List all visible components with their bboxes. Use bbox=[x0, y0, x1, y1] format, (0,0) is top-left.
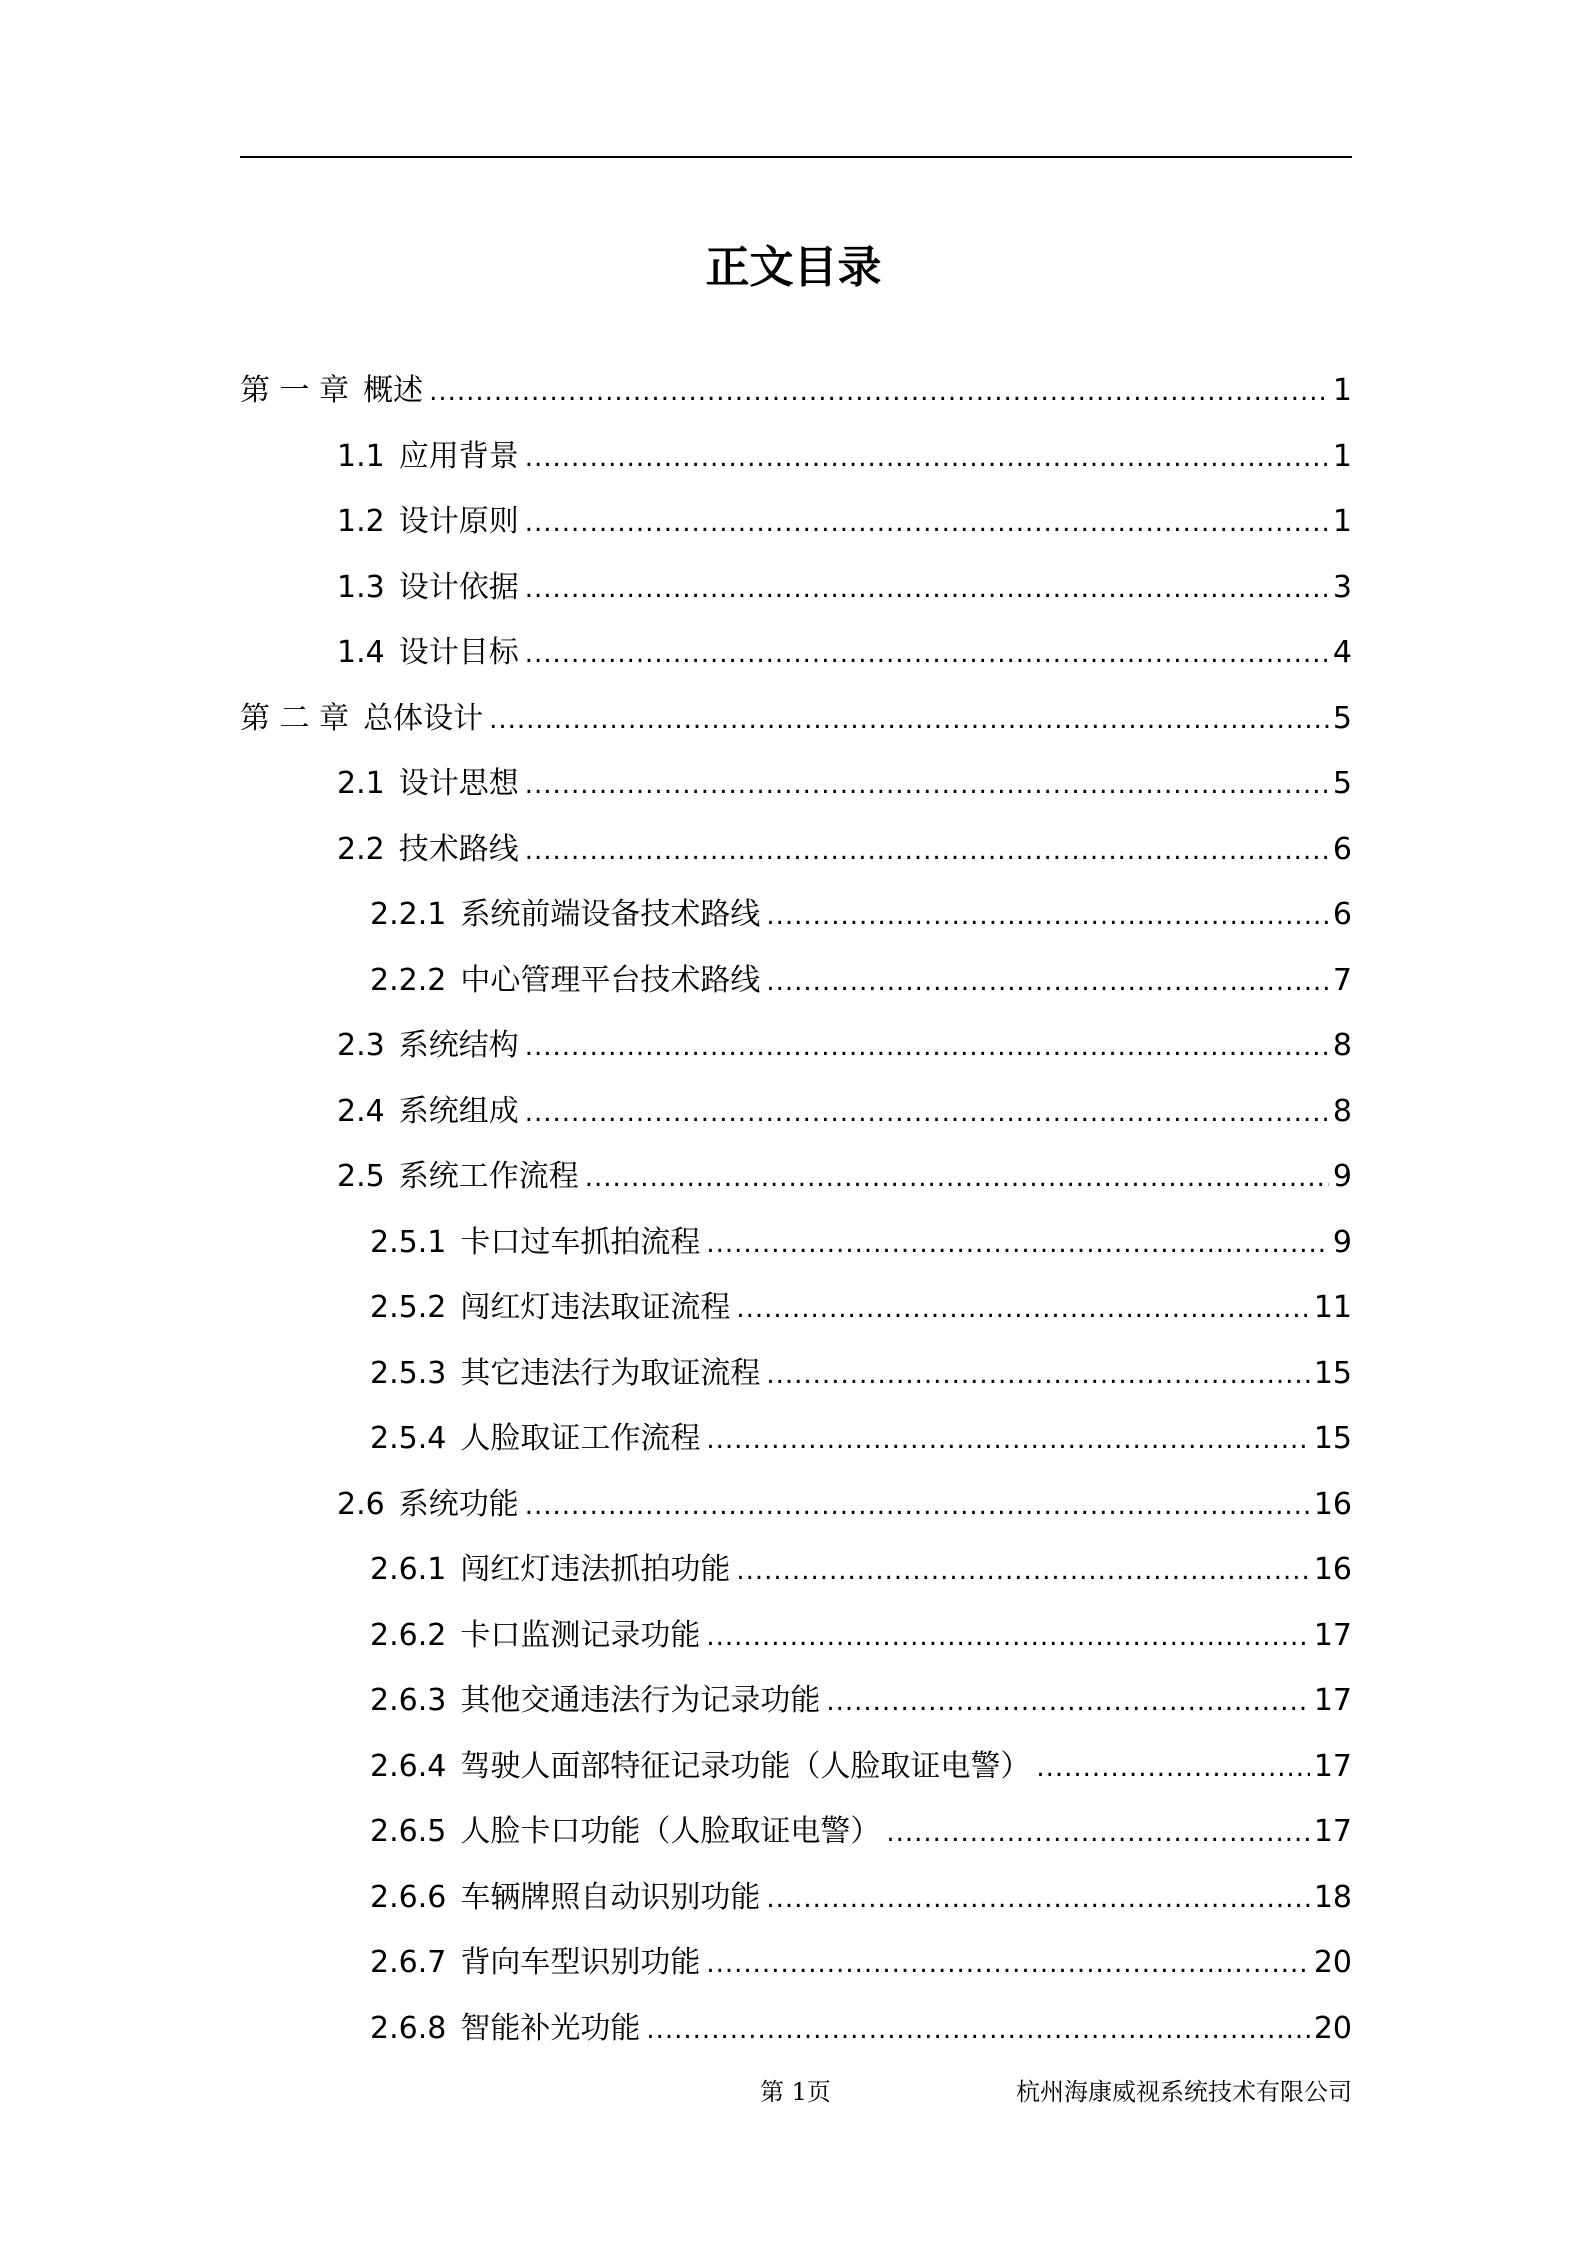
footer-page-number: 第 1页 bbox=[760, 2078, 831, 2106]
toc-dot-leader bbox=[706, 1212, 1329, 1278]
toc-entry-title: 总体设计 bbox=[363, 700, 484, 736]
toc-entry-title: 闯红灯违法抓拍功能 bbox=[460, 1552, 731, 1587]
toc-entry-page: 15 bbox=[1313, 1355, 1352, 1391]
toc-dot-leader bbox=[706, 1932, 1309, 1998]
toc-entry-title: 设计依据 bbox=[398, 569, 519, 605]
toc-dot-leader bbox=[706, 1408, 1309, 1474]
toc-entry-title: 驾驶人面部特征记录功能（人脸取证电警） bbox=[460, 1748, 1031, 1784]
toc-entry-number: 2.6.1 bbox=[370, 1552, 447, 1587]
toc-dot-leader bbox=[1036, 1736, 1309, 1802]
toc-entry-number: 2.3 bbox=[337, 1028, 385, 1063]
toc-entry-title: 设计目标 bbox=[398, 635, 519, 670]
toc-entry-number: 2.6.5 bbox=[370, 1814, 447, 1849]
toc-entry-number: 第 一 章 bbox=[240, 373, 350, 408]
toc-entry-number: 2.6.6 bbox=[370, 1879, 447, 1915]
toc-entry[interactable] bbox=[240, 882, 1352, 948]
toc-entry[interactable] bbox=[240, 358, 1352, 424]
toc-entry[interactable] bbox=[240, 1865, 1352, 1931]
toc-dot-leader bbox=[766, 884, 1329, 950]
toc-dot-leader bbox=[826, 1670, 1309, 1736]
toc-entry-title: 人脸取证工作流程 bbox=[460, 1421, 701, 1456]
toc-entry-number: 2.5.4 bbox=[370, 1421, 447, 1456]
toc-dot-leader bbox=[429, 360, 1329, 426]
toc-entry[interactable] bbox=[240, 1275, 1352, 1341]
toc-entry[interactable] bbox=[240, 1144, 1352, 1210]
toc-entry-page: 17 bbox=[1313, 1748, 1352, 1784]
toc-entry-number: 1.3 bbox=[337, 569, 385, 605]
toc-entry[interactable] bbox=[240, 1079, 1352, 1145]
toc-entry-title: 应用背景 bbox=[398, 438, 519, 474]
toc-entry-number: 1.4 bbox=[337, 635, 385, 670]
toc-entry-number: 2.2.1 bbox=[370, 897, 447, 932]
toc-entry[interactable] bbox=[240, 751, 1352, 817]
toc-entry-title: 卡口监测记录功能 bbox=[460, 1617, 701, 1653]
toc-entry-title: 中心管理平台技术路线 bbox=[460, 962, 761, 998]
toc-entry[interactable] bbox=[240, 1799, 1352, 1865]
toc-entry-page: 3 bbox=[1332, 569, 1352, 605]
toc-entry-number: 2.6.7 bbox=[370, 1945, 447, 1980]
toc-entry[interactable] bbox=[240, 1341, 1352, 1407]
toc-entry-number: 1.1 bbox=[337, 438, 385, 474]
toc-entry-title: 设计思想 bbox=[398, 766, 519, 801]
toc-entry-page: 1 bbox=[1332, 373, 1352, 408]
toc-entry-number: 1.2 bbox=[337, 504, 385, 539]
toc-dot-leader bbox=[525, 557, 1329, 623]
toc-entry[interactable] bbox=[240, 948, 1352, 1014]
toc-entry-title: 概述 bbox=[363, 373, 424, 408]
toc-dot-leader bbox=[525, 491, 1329, 557]
toc-entry-title: 系统前端设备技术路线 bbox=[460, 897, 761, 932]
toc-dot-leader bbox=[766, 1343, 1309, 1409]
toc-dot-leader bbox=[736, 1539, 1309, 1605]
toc-entry-title: 其他交通违法行为记录功能 bbox=[460, 1683, 821, 1718]
toc-entry[interactable] bbox=[240, 1210, 1352, 1276]
toc-entry[interactable] bbox=[240, 1734, 1352, 1800]
toc-entry-page: 6 bbox=[1332, 831, 1352, 867]
toc-entry-page: 16 bbox=[1313, 1486, 1352, 1522]
toc-dot-leader bbox=[525, 819, 1329, 885]
footer-company-name: 杭州海康威视系统技术有限公司 bbox=[1016, 2078, 1352, 2106]
toc-dot-leader bbox=[525, 426, 1329, 492]
toc-entry-page: 1 bbox=[1332, 504, 1352, 539]
toc-entry[interactable] bbox=[240, 1472, 1352, 1538]
toc-entry[interactable] bbox=[240, 1996, 1352, 2062]
toc-entry[interactable] bbox=[240, 1406, 1352, 1472]
toc-entry-page: 17 bbox=[1313, 1617, 1352, 1653]
toc-entry-title: 背向车型识别功能 bbox=[460, 1945, 701, 1980]
toc-entry-title: 人脸卡口功能（人脸取证电警） bbox=[460, 1814, 881, 1849]
toc-list bbox=[240, 358, 1352, 2061]
toc-entry[interactable] bbox=[240, 1603, 1352, 1669]
toc-entry[interactable] bbox=[240, 1930, 1352, 1996]
toc-dot-leader bbox=[525, 622, 1329, 688]
toc-entry-number: 2.6.3 bbox=[370, 1683, 447, 1718]
toc-entry[interactable] bbox=[240, 686, 1352, 752]
toc-entry-page: 8 bbox=[1332, 1093, 1352, 1129]
toc-entry-title: 系统功能 bbox=[398, 1486, 519, 1522]
toc-entry-number: 2.4 bbox=[337, 1093, 385, 1129]
toc-entry-number: 2.2 bbox=[337, 831, 385, 867]
toc-entry-title: 系统结构 bbox=[398, 1028, 519, 1063]
toc-entry[interactable] bbox=[240, 817, 1352, 883]
toc-dot-leader bbox=[525, 1015, 1329, 1081]
toc-entry[interactable] bbox=[240, 555, 1352, 621]
toc-dot-leader bbox=[766, 950, 1329, 1016]
toc-dot-leader bbox=[525, 1474, 1310, 1540]
toc-entry-page: 18 bbox=[1313, 1879, 1352, 1915]
toc-entry-title: 系统工作流程 bbox=[398, 1159, 579, 1194]
toc-entry-page: 6 bbox=[1332, 897, 1352, 932]
toc-entry[interactable] bbox=[240, 620, 1352, 686]
toc-entry-page: 8 bbox=[1332, 1028, 1352, 1063]
toc-entry-title: 闯红灯违法取证流程 bbox=[460, 1290, 731, 1325]
toc-entry-number: 2.6.4 bbox=[370, 1748, 447, 1784]
toc-entry[interactable] bbox=[240, 424, 1352, 490]
toc-entry[interactable] bbox=[240, 1013, 1352, 1079]
toc-entry-number: 2.6.2 bbox=[370, 1617, 447, 1653]
toc-dot-leader bbox=[585, 1146, 1329, 1212]
toc-entry-number: 2.2.2 bbox=[370, 962, 447, 998]
toc-entry-number: 2.1 bbox=[337, 766, 385, 801]
toc-entry-title: 智能补光功能 bbox=[460, 2010, 641, 2046]
header-rule bbox=[240, 156, 1352, 158]
toc-entry-page: 20 bbox=[1313, 1945, 1352, 1980]
toc-dot-leader bbox=[525, 1081, 1329, 1147]
toc-entry-title: 系统组成 bbox=[398, 1093, 519, 1129]
toc-entry-page: 16 bbox=[1313, 1552, 1352, 1587]
toc-entry-page: 15 bbox=[1313, 1421, 1352, 1456]
toc-dot-leader bbox=[489, 688, 1329, 754]
toc-entry-number: 2.6 bbox=[337, 1486, 385, 1522]
toc-entry-number: 2.5.2 bbox=[370, 1290, 447, 1325]
toc-entry[interactable] bbox=[240, 489, 1352, 555]
toc-entry-page: 4 bbox=[1332, 635, 1352, 670]
toc-entry-title: 其它违法行为取证流程 bbox=[460, 1355, 761, 1391]
toc-entry-title: 设计原则 bbox=[398, 504, 519, 539]
toc-entry[interactable] bbox=[240, 1668, 1352, 1734]
toc-entry-number: 2.6.8 bbox=[370, 2010, 447, 2046]
toc-dot-leader bbox=[646, 1998, 1309, 2064]
toc-entry-page: 17 bbox=[1313, 1814, 1352, 1849]
toc-entry-page: 11 bbox=[1313, 1290, 1352, 1325]
toc-entry-title: 卡口过车抓拍流程 bbox=[460, 1224, 701, 1260]
toc-dot-leader bbox=[886, 1801, 1309, 1867]
toc-entry-page: 20 bbox=[1313, 2010, 1352, 2046]
toc-dot-leader bbox=[736, 1277, 1309, 1343]
toc-entry-page: 7 bbox=[1332, 962, 1352, 998]
toc-entry-page: 1 bbox=[1332, 438, 1352, 474]
toc-entry-title: 车辆牌照自动识别功能 bbox=[460, 1879, 761, 1915]
toc-entry-page: 17 bbox=[1313, 1683, 1352, 1718]
toc-entry-page: 5 bbox=[1332, 700, 1352, 736]
toc-entry-title: 技术路线 bbox=[398, 831, 519, 867]
toc-entry-number: 2.5.1 bbox=[370, 1224, 447, 1260]
toc-entry-number: 2.5 bbox=[337, 1159, 385, 1194]
toc-entry-page: 9 bbox=[1332, 1159, 1352, 1194]
toc-dot-leader bbox=[766, 1867, 1309, 1933]
toc-entry-page: 9 bbox=[1332, 1224, 1352, 1260]
toc-entry[interactable] bbox=[240, 1537, 1352, 1603]
toc-entry-number: 第 二 章 bbox=[240, 700, 350, 736]
page-title: 正文目录 bbox=[705, 242, 882, 293]
toc-entry-number: 2.5.3 bbox=[370, 1355, 447, 1391]
toc-entry-page: 5 bbox=[1332, 766, 1352, 801]
toc-dot-leader bbox=[706, 1605, 1309, 1671]
toc-dot-leader bbox=[525, 753, 1329, 819]
